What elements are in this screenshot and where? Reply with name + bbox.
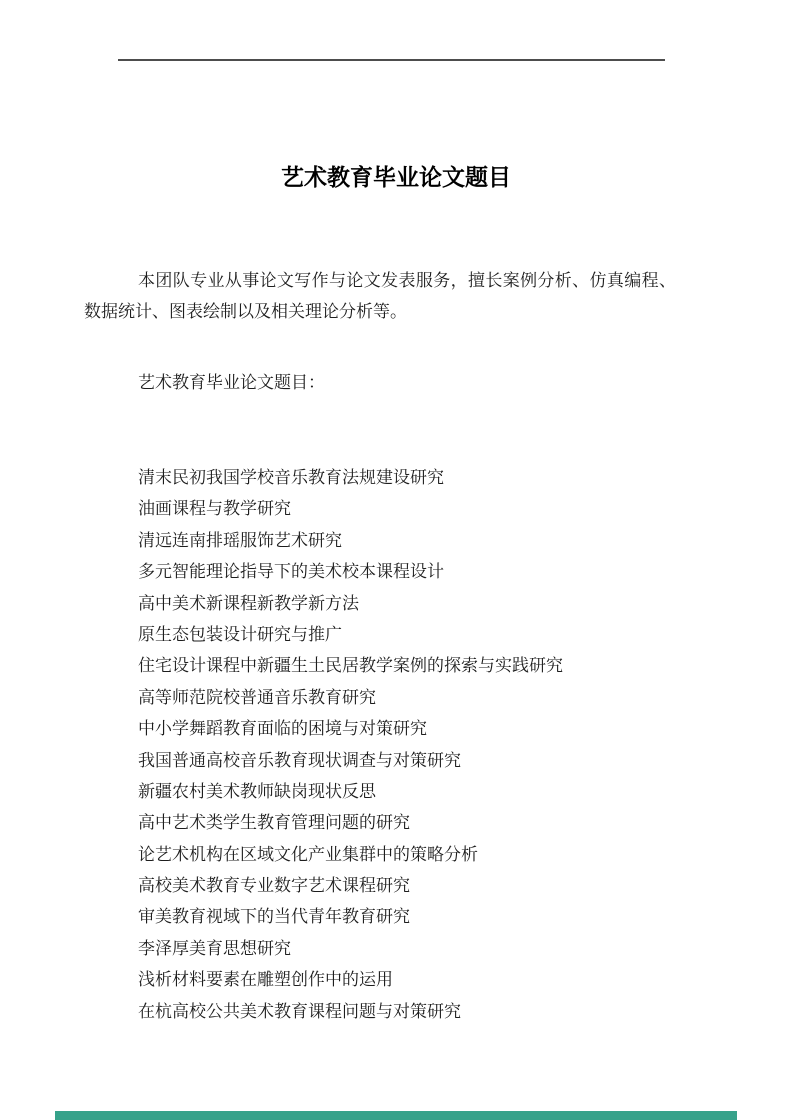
topic-list — [138, 462, 738, 1027]
topic-list-item: 中小学舞蹈教育面临的困境与对策研究 — [138, 719, 427, 739]
topic-list-item: 油画课程与教学研究 — [138, 499, 291, 519]
topic-list-item: 住宅设计课程中新疆生土民居教学案例的探索与实践研究 — [138, 656, 563, 676]
topic-list-item: 浅析材料要素在雕塑创作中的运用 — [138, 970, 393, 990]
topic-list-item: 我国普通高校音乐教育现状调查与对策研究 — [138, 750, 461, 770]
topic-list-item: 高等师范院校普通音乐教育研究 — [138, 687, 376, 707]
topic-list-item: 李泽厚美育思想研究 — [138, 938, 291, 958]
topic-list-item: 新疆农村美术教师缺岗现状反思 — [138, 781, 376, 801]
header-rule — [118, 59, 665, 61]
section-label: 艺术教育毕业论文题目： — [138, 373, 325, 392]
topic-list-item: 审美教育视域下的当代青年教育研究 — [138, 907, 410, 927]
topic-list-item: 清远连南排瑶服饰艺术研究 — [138, 530, 342, 550]
intro-paragraph: 本团队专业从事论文写作与论文发表服务，擅长案例分析、仿真编程、数据统计、图表绘制以及相关理论分析等。 — [84, 271, 676, 321]
footer-accent-bar — [55, 1111, 737, 1120]
topic-list-item: 清末民初我国学校音乐教育法规建设研究 — [138, 468, 444, 487]
page-title: 艺术教育毕业论文题目 — [281, 164, 511, 191]
topic-list-item: 高中艺术类学生教育管理问题的研究 — [138, 813, 410, 833]
topic-list-item: 原生态包装设计研究与推广 — [138, 624, 342, 644]
topic-list-item: 高中美术新课程新教学新方法 — [138, 593, 359, 613]
topic-list-item: 多元智能理论指导下的美术校本课程设计 — [138, 562, 444, 582]
topic-list-item: 论艺术机构在区域文化产业集群中的策略分析 — [138, 844, 478, 864]
topic-list-item: 在杭高校公共美术教育课程问题与对策研究 — [138, 1001, 461, 1021]
topic-list-item: 高校美术教育专业数字艺术课程研究 — [138, 876, 410, 896]
